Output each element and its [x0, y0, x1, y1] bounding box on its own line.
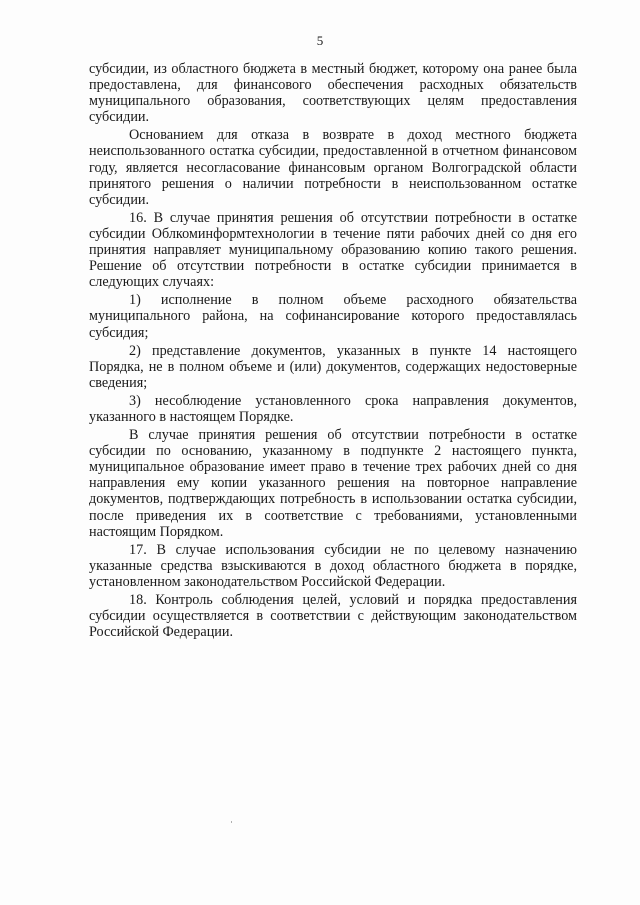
paragraph-continuation: субсидии, из областного бюджета в местный бюджет, которому она ранее была предоставлена, для финансового обеспечения расходных обязательств муниципального образования, соответствующих целям предоставления субсидии. [89, 61, 577, 126]
page-number: 5 [316, 33, 324, 48]
paragraph-clause-18: 18. Контроль соблюдения целей, условий и порядка предоставления субсидии осуществляется в соответствии с действующим законодательством Российской Федерации. [89, 592, 577, 641]
paragraph-refusal-grounds: Основанием для отказа в возврате в доход местного бюджета неиспользованного остатка субсидии, предоставленной в отчетном финансовом году, является несогласование финансовым органом Волгоградской области принятого решения о наличии потребности в неиспользованном остатке субсидии. [89, 127, 577, 208]
paragraph-resubmission: В случае принятия решения об отсутствии потребности в остатке субсидии по основанию, указанному в подпункте 2 настоящего пункта, муниципальное образование имеет право в течение трех рабочих дней со дня направления ему копии указанного решения на повторное направление документов, подтверждающих потребность в использовании остатка субсидии, после приведения их в соответствие с требованиями, установленными настоящим Порядком. [89, 427, 577, 540]
document-body [89, 61, 577, 642]
paragraph-case-3: 3) несоблюдение установленного срока направления документов, указанного в настоящем Порядке. [89, 392, 577, 425]
paragraph-clause-17: 17. В случае использования субсидии не по целевому назначению указанные средства взыскиваются в доход областного бюджета в порядке, установленном законодательством Российской Федерации. [89, 541, 577, 590]
paragraph-case-1: 1) исполнение в полном объеме расходного обязательства муниципального района, на софинансирование которого предоставлялась субсидия; [89, 292, 577, 341]
paragraph-case-2: 2) представление документов, указанных в пункте 14 настоящего Порядка, не в полном объеме и (или) документов, содержащих недостоверные сведения; [89, 342, 577, 391]
paragraph-clause-16: 16. В случае принятия решения об отсутствии потребности в остатке субсидии Облкоминформтехнологии в течение пяти рабочих дней со дня его принятия направляет муниципальному образованию копию такого решения. Решение об отсутствии потребности в остатке субсидии принимается в следующих случаях: [89, 209, 577, 291]
scan-artifact-dot [231, 821, 232, 823]
